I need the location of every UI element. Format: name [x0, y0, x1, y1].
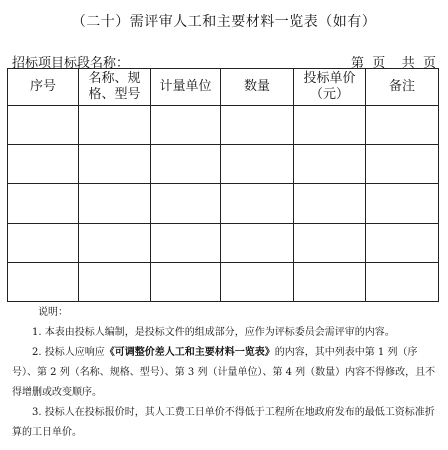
table-cell[interactable]: [366, 223, 439, 262]
header-quantity: 数量: [221, 69, 294, 106]
table-cell[interactable]: [151, 106, 221, 145]
page-info: 第 页 共 页: [350, 56, 436, 71]
table-cell[interactable]: [294, 145, 366, 184]
header-remarks: 备注: [366, 69, 439, 106]
table-row: [8, 262, 439, 301]
document-title: （二十）需评审人工和主要材料一览表（如有）: [71, 14, 377, 30]
table-row: [8, 106, 439, 145]
table-cell[interactable]: [366, 145, 439, 184]
materials-table: [7, 68, 439, 302]
header-unit-price: 投标单价（元）: [294, 69, 366, 106]
table-row: [8, 184, 439, 223]
table-cell[interactable]: [151, 145, 221, 184]
table-cell[interactable]: [8, 223, 79, 262]
table-cell[interactable]: [294, 184, 366, 223]
table-cell[interactable]: [294, 262, 366, 301]
note-item-2-form-title: 《可调整价差人工和主要材料一览表》: [104, 347, 275, 358]
notes-label: 说明：: [38, 307, 68, 318]
table-cell[interactable]: [221, 184, 294, 223]
note-item-1: 1. 本表由投标人编制，是投标文件的组成部分，应作为评标委员会需评审的内容。: [32, 327, 395, 338]
table-cell[interactable]: [79, 106, 151, 145]
table-cell[interactable]: [151, 184, 221, 223]
table-cell[interactable]: [221, 106, 294, 145]
table-row: [8, 223, 439, 262]
header-name-spec-model: 名称、规格、型号: [79, 69, 151, 106]
note-item-2: [12, 343, 437, 403]
table-row: [8, 145, 439, 184]
table-cell[interactable]: [8, 184, 79, 223]
note-item-3: 3. 投标人在投标报价时，其人工费工日单价不得低于工程所在地政府发布的最低工资标准折算的工日单价。: [12, 407, 435, 438]
table-cell[interactable]: [8, 106, 79, 145]
table-cell[interactable]: [8, 262, 79, 301]
table-cell[interactable]: [221, 262, 294, 301]
table-header-row: [8, 69, 439, 106]
table-cell[interactable]: [294, 106, 366, 145]
table-cell[interactable]: [79, 184, 151, 223]
notes-section: [12, 303, 437, 443]
table-cell[interactable]: [221, 223, 294, 262]
table-cell[interactable]: [366, 106, 439, 145]
table-cell[interactable]: [294, 223, 366, 262]
note-item-2-suffix: 的内容，其中列表中第 1 列（序号）、第 2 列（名称、规格、型号）、第 3 列（计量单位）、第 4 列（数量）内容不得修改，且不得增删或改变顺序。: [12, 347, 436, 398]
table-cell[interactable]: [221, 145, 294, 184]
table-cell[interactable]: [8, 145, 79, 184]
project-name-label: 招标项目标段名称：: [12, 56, 130, 71]
table-cell[interactable]: [151, 262, 221, 301]
table-cell[interactable]: [79, 145, 151, 184]
header-index: 序号: [8, 69, 79, 106]
header-unit: 计量单位: [151, 69, 221, 106]
table-cell[interactable]: [79, 262, 151, 301]
table-cell[interactable]: [366, 184, 439, 223]
table-cell[interactable]: [366, 262, 439, 301]
table-cell[interactable]: [79, 223, 151, 262]
note-item-2-prefix: 2. 投标人应响应: [32, 347, 105, 358]
table-cell[interactable]: [151, 223, 221, 262]
